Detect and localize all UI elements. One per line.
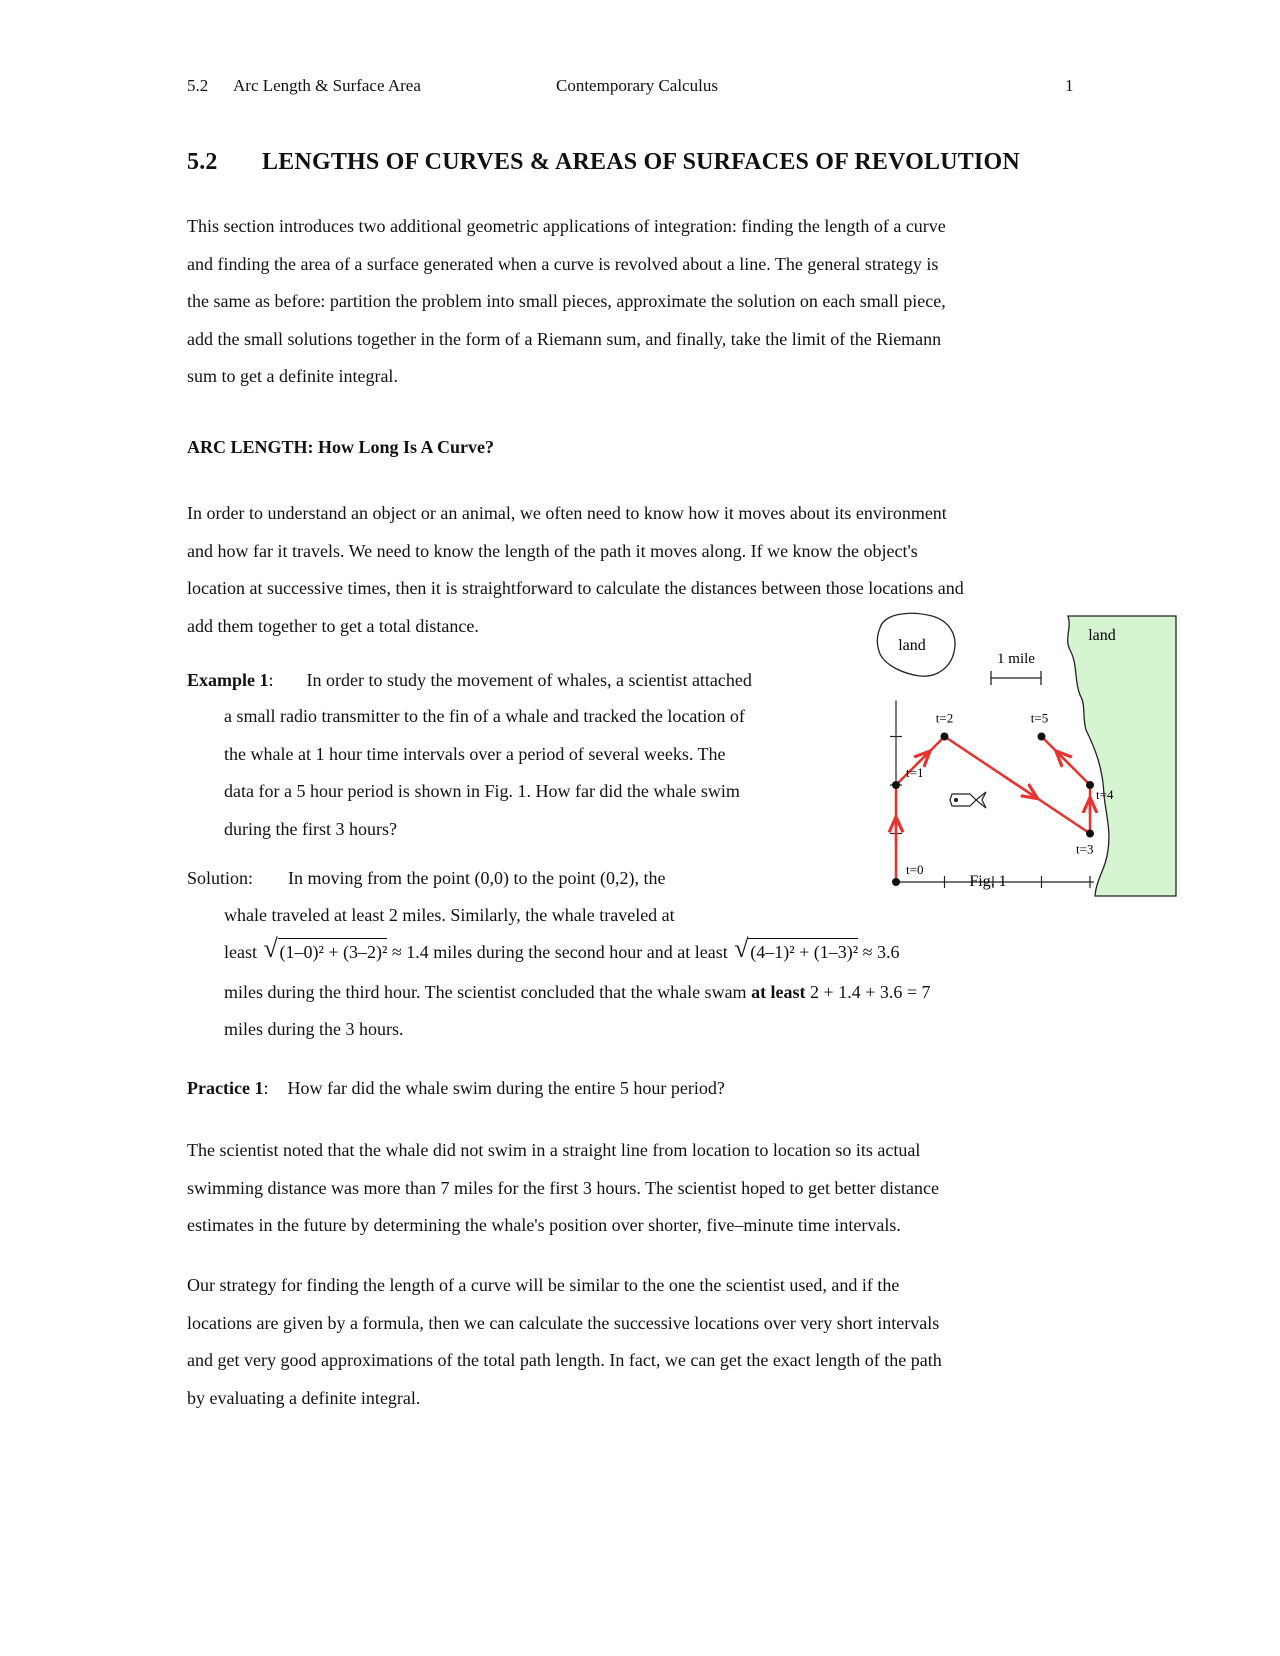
observation-line: estimates in the future by determining the whale's position over shorter, five–minute time intervals. [187, 1215, 901, 1235]
observation-line: swimming distance was more than 7 miles for the first 3 hours. The scientist hoped to get better distance [187, 1177, 940, 1198]
example1-line: a small radio transmitter to the fin of a whale and tracked the location of [224, 706, 745, 726]
header-book-title: Contemporary Calculus [556, 76, 718, 95]
square-root-1: √ (1–0)² + (3–2)² [263, 934, 388, 963]
example1-line: the whale at 1 hour time intervals over a period of several weeks. The [224, 743, 726, 764]
path-arrow [1061, 756, 1071, 766]
time-label: t=2 [935, 710, 954, 726]
time-label: t=4 [1096, 787, 1114, 802]
header-section-title: Arc Length & Surface Area [233, 76, 421, 95]
arc-intro-line: In order to understand an object or an animal, we often need to know how it moves about its environment [187, 503, 947, 523]
solution-line4-a: miles during the third hour. The scientist concluded that the whale swam [224, 982, 747, 1002]
intro-paragraph [187, 208, 1087, 396]
figure-caption: Fig. 1 [969, 873, 1007, 890]
strategy-paragraph [187, 1267, 1087, 1417]
example1-line: during the first 3 hours? [224, 818, 397, 839]
solution-last-line: miles during the 3 hours. [224, 1019, 404, 1039]
solution-line3-a: least [224, 942, 257, 962]
arc-intro-line: location at successive times, then it is straightforward to calculate the distances between those locations and [187, 578, 964, 598]
section-title-number: 5.2 [187, 149, 218, 175]
solution-math-line [224, 934, 900, 963]
intro-line: This section introduces two additional geometric applications of integration: finding the length of a curve [187, 216, 946, 236]
practice1-label: Practice 1 [187, 1078, 264, 1098]
solution-line3-c: ≈ 3.6 [862, 942, 900, 962]
path-point [1086, 781, 1094, 789]
time-label: t=5 [1030, 710, 1049, 726]
path-point [1086, 830, 1094, 838]
path-point [1038, 733, 1046, 741]
scale-label: 1 mile [997, 651, 1035, 667]
radicand-2: (4–1)² + (1–3)² [750, 942, 859, 962]
path-point [941, 733, 949, 741]
header-section-number: 5.2 [187, 76, 209, 95]
arc-length-heading: ARC LENGTH: How Long Is A Curve? [187, 437, 495, 457]
solution-first-line [187, 868, 665, 889]
solution-conclusion-line [224, 982, 931, 1003]
land-left-label: land [898, 637, 926, 654]
arc-intro-line: and how far it travels. We need to know the length of the path it moves along. If we know the object's [187, 540, 918, 561]
arc-intro-line: add them together to get a total distance. [187, 615, 479, 636]
practice1-text: How far did the whale swim during the entire 5 hour period? [287, 1078, 725, 1098]
solution-line4-bold: at least [751, 982, 806, 1002]
path-point [892, 878, 900, 886]
square-root-2: √ (4–1)² + (1–3)² [734, 934, 859, 963]
example1-text: In order to study the movement of whales, a scientist attached [306, 670, 752, 690]
observation-line: The scientist noted that the whale did not swim in a straight line from location to location so its actual [187, 1140, 921, 1160]
section-title-text: LENGTHS OF CURVES & AREAS OF SURFACES OF REVOLUTION [262, 149, 1020, 175]
intro-line: the same as before: partition the problem into small pieces, approximate the solution on each small piece, [187, 291, 946, 311]
observation-paragraph [187, 1132, 1087, 1245]
land-right-label: land [1088, 627, 1116, 644]
example1-first-line: Example 1: In order to study the movement of whales, a scientist attached [187, 670, 752, 690]
practice1-line: Practice 1: How far did the whale swim during the entire 5 hour period? [187, 1078, 725, 1098]
solution-label: Solution: [187, 868, 254, 888]
figure-1 [860, 610, 1180, 930]
axes [890, 701, 1094, 889]
solution-line4-b: 2 + 1.4 + 3.6 = 7 [810, 982, 931, 1002]
fish-icon [950, 792, 986, 808]
intro-line: add the small solutions together in the form of a Riemann sum, and finally, take the limit of the Riemann [187, 328, 942, 349]
path-arrow [1003, 775, 1032, 794]
solution-text: In moving from the point (0,0) to the point (0,2), the [288, 868, 666, 888]
time-label: t=0 [906, 862, 924, 877]
intro-line: sum to get a definite integral. [187, 366, 398, 386]
time-label: t=3 [1076, 841, 1094, 857]
time-label: t=1 [906, 765, 924, 780]
header-page-number: 1 [1065, 76, 1074, 95]
strategy-line: by evaluating a definite integral. [187, 1387, 421, 1408]
section-title [187, 149, 1020, 176]
radicand-1: (1–0)² + (3–2)² [279, 942, 388, 962]
example1-line: data for a 5 hour period is shown in Fig. 1. How far did the whale swim [224, 781, 740, 801]
example1-label: Example 1 [187, 670, 269, 690]
example1-body [224, 698, 824, 848]
strategy-line: locations are given by a formula, then we can calculate the successive locations over very short intervals [187, 1312, 940, 1333]
strategy-line: Our strategy for finding the length of a curve will be similar to the one the scientist used, and if the [187, 1275, 900, 1295]
solution-line: whale traveled at least 2 miles. Similarly, the whale traveled at [224, 905, 675, 925]
strategy-line: and get very good approximations of the total path length. In fact, we can get the exact length of the path [187, 1350, 942, 1370]
solution-line3-b: ≈ 1.4 miles during the second hour and at least [391, 942, 728, 962]
time-labels [906, 711, 1114, 878]
intro-line: and finding the area of a surface generated when a curve is revolved about a line. The general strategy is [187, 253, 939, 274]
scale-bar [991, 671, 1041, 685]
path-point [892, 781, 900, 789]
